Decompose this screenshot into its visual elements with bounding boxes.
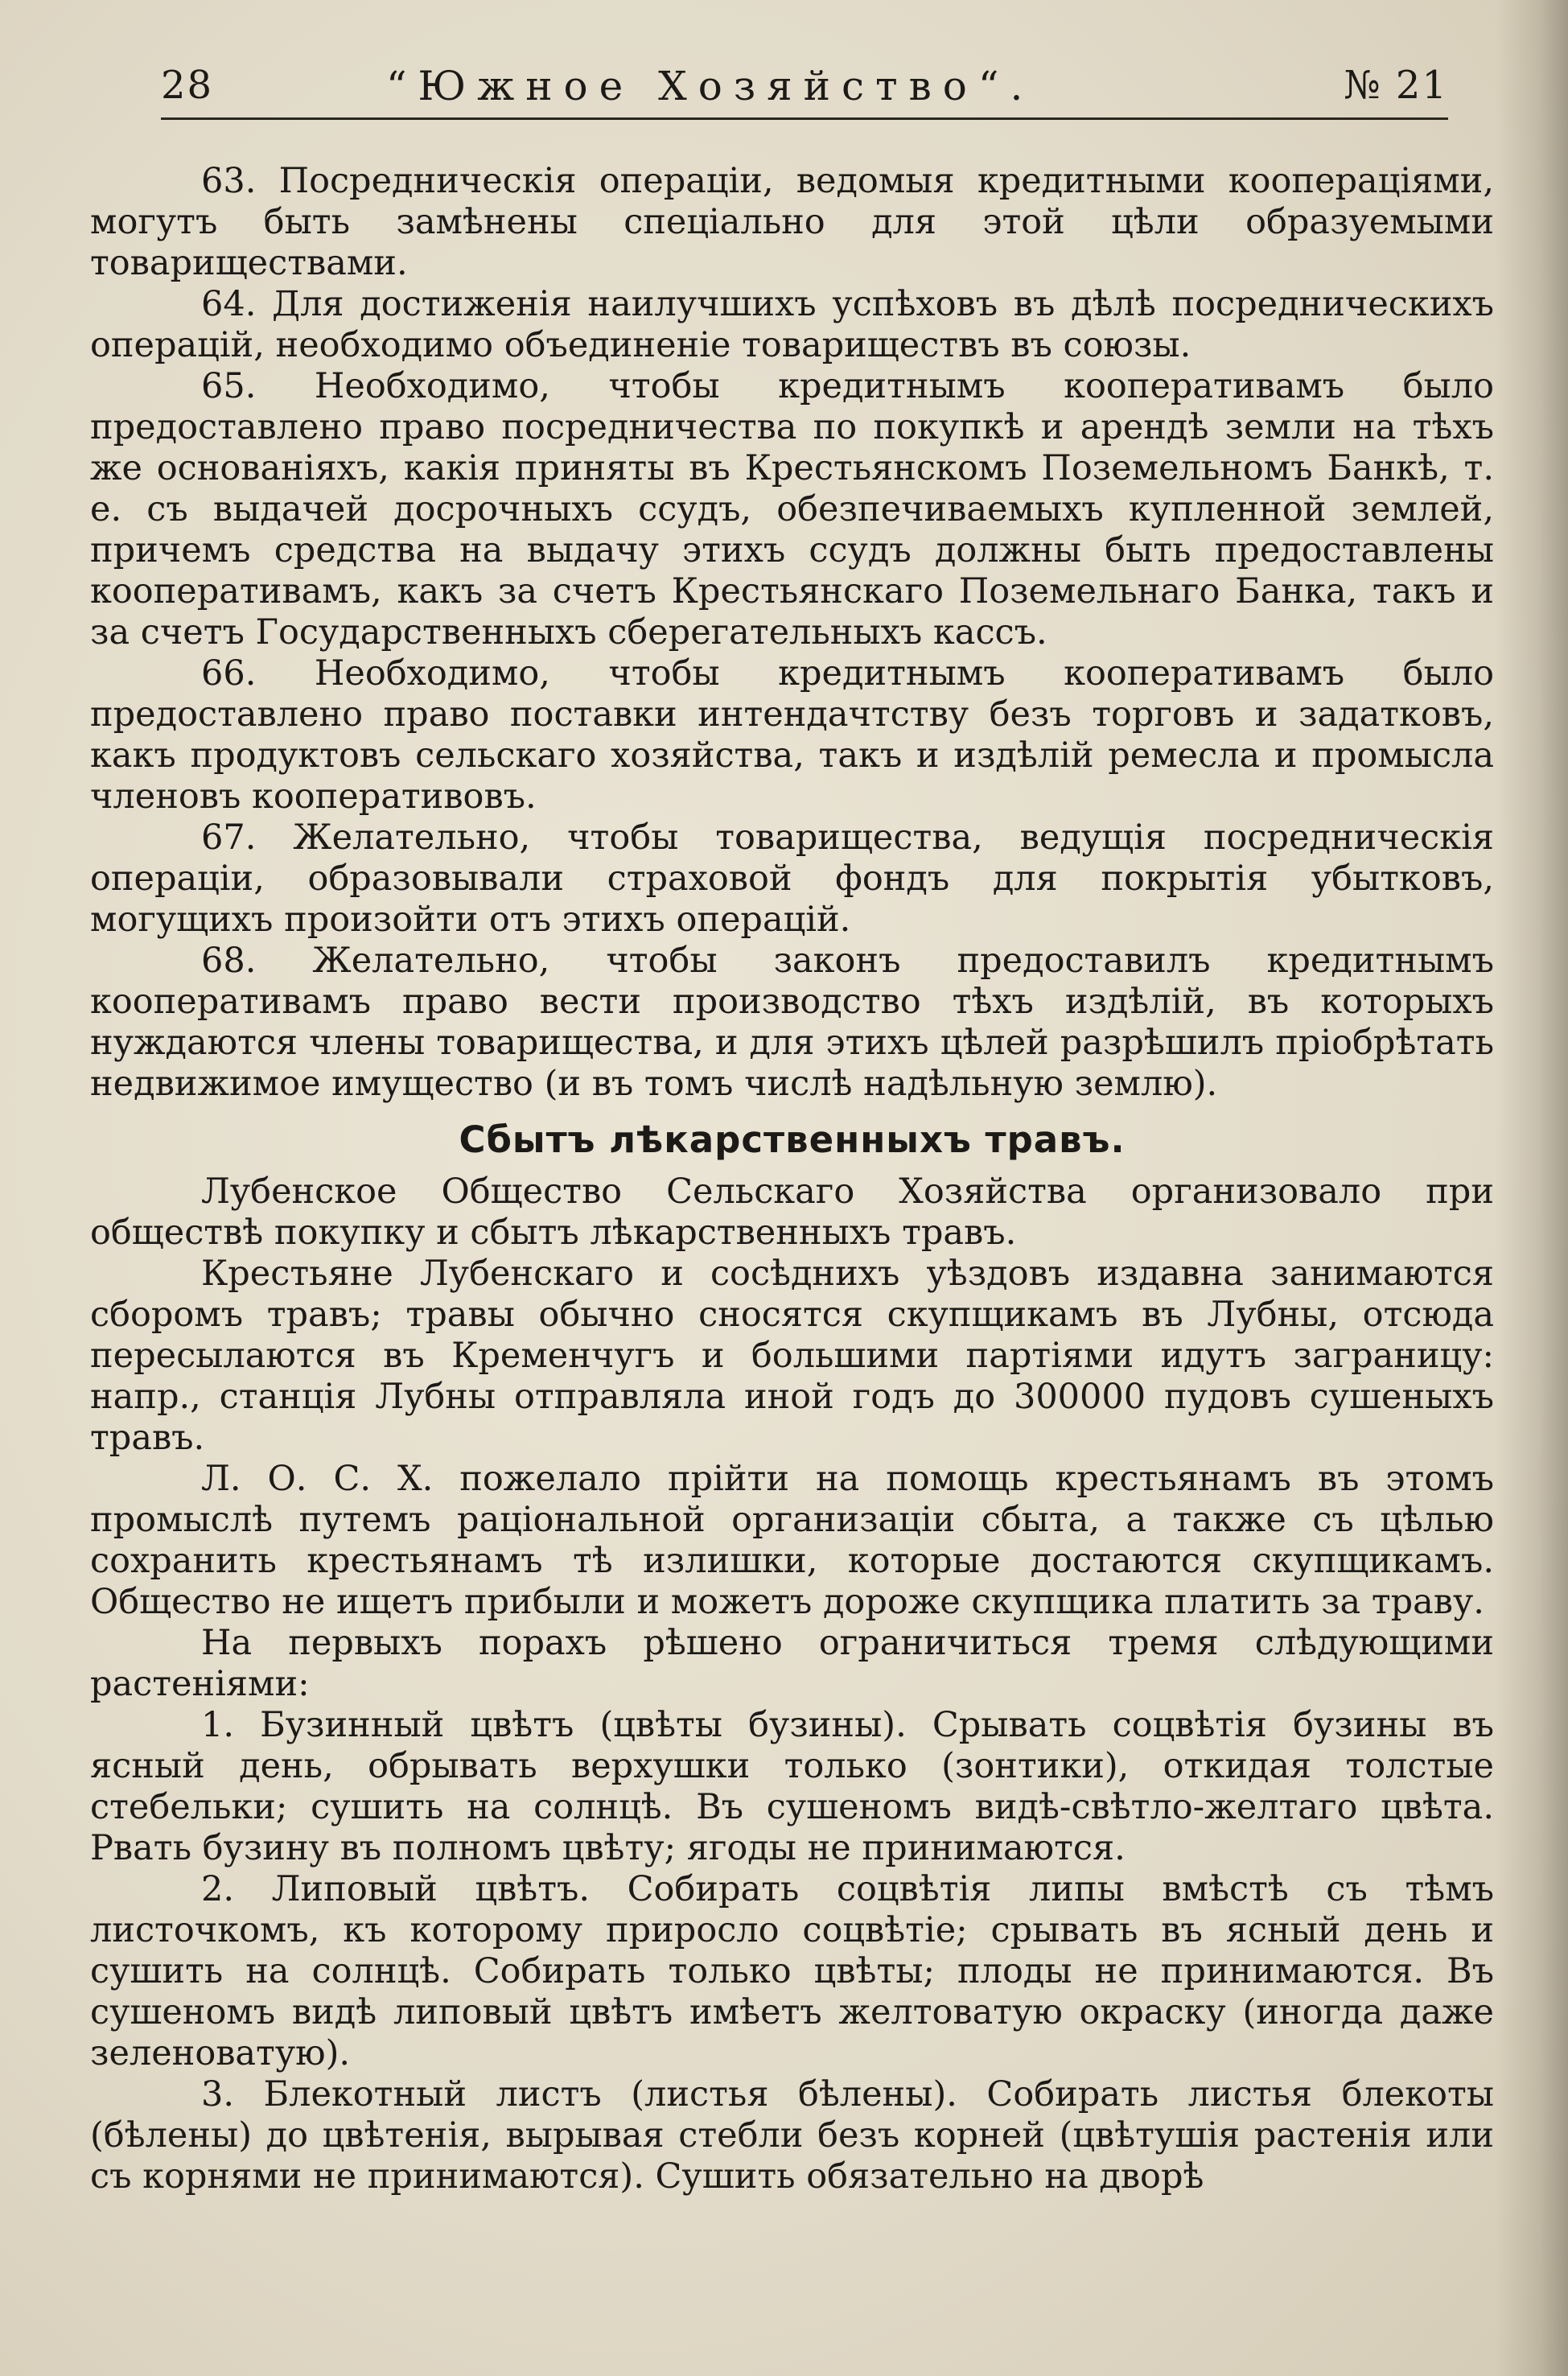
section-paragraph-1: Лубенское Общество Сельскаго Хозяйства организовало при обществѣ покупку и сбытъ лѣкарственныхъ травъ. bbox=[90, 1172, 1494, 1253]
section-paragraph-3: Л. О. С. Х. пожелало прійти на помощь крестьянамъ въ этомъ промыслѣ путемъ раціональной организаціи сбыта, а также съ цѣлью сохранить крестьянамъ тѣ излишки, которые достаются скупщикамъ. Общество не ищетъ прибыли и можетъ дороже скупщика платить за траву. bbox=[90, 1459, 1494, 1622]
paragraph-66: 66. Необходимо, чтобы кредитнымъ кооперативамъ было предоставлено право поставки интендачтству безъ торговъ и задатковъ, какъ продуктовъ сельскаго хозяйства, такъ и издѣлій ремесла и промысла членовъ кооперативовъ. bbox=[90, 653, 1494, 817]
journal-title: “Южное Хозяйство“. bbox=[386, 63, 1035, 109]
plant-item-1: 1. Бузинный цвѣтъ (цвѣты бузины). Срывать соцвѣтія бузины въ ясный день, обрывать верхушки только (зонтики), откидая толстые стебельки; сушить на солнцѣ. Въ сушеномъ видѣ-свѣтло-желтаго цвѣта. Рвать бузину въ полномъ цвѣту; ягоды не принимаются. bbox=[90, 1705, 1494, 1868]
running-header bbox=[161, 63, 1448, 119]
section-heading: Сбытъ лѣкарственныхъ травъ. bbox=[459, 1118, 1126, 1161]
plant-item-2: 2. Липовый цвѣтъ. Собирать соцвѣтія липы вмѣстѣ съ тѣмъ листочкомъ, къ которому приросло соцвѣтіе; срывать въ ясный день и сушить на солнцѣ. Собирать только цвѣты; плоды не принимаются. Въ сушеномъ видѣ липовый цвѣтъ имѣетъ желтоватую окраску (иногда даже зеленоватую). bbox=[90, 1869, 1494, 2073]
paragraph-63: 63. Посредническія операціи, ведомыя кредитными коопераціями, могутъ быть замѣнены спеціально для этой цѣли образуемыми товариществами. bbox=[90, 161, 1494, 283]
plant-item-3: 3. Блекотный листъ (листья бѣлены). Собирать листья блекоты (бѣлены) до цвѣтенія, вырывая стебли безъ корней (цвѣтушія растенія или съ корнями не принимаются). Сушить обязательно на дворѣ bbox=[90, 2074, 1494, 2197]
page-edge-shadow bbox=[1496, 0, 1568, 2376]
issue-number: № 21 bbox=[1344, 63, 1448, 108]
section-paragraph-2: Крестьяне Лубенскаго и сосѣднихъ уѣздовъ издавна занимаются сборомъ травъ; травы обычно сносятся скупщикамъ въ Лубны, отсюда пересылаются въ Кременчугъ и большими партіями идутъ заграницу: напр., станція Лубны отправляла иной годъ до 300000 пудовъ сушеныхъ травъ. bbox=[90, 1254, 1494, 1458]
paragraph-67: 67. Желательно, чтобы товарищества, ведущія посредническія операціи, образовывали страховой фондъ для покрытія убытковъ, могущихъ произойти отъ этихъ операцій. bbox=[90, 817, 1494, 940]
section-paragraph-4: На первыхъ порахъ рѣшено ограничиться тремя слѣдующими растеніями: bbox=[90, 1623, 1494, 1704]
article-body bbox=[90, 161, 1494, 2197]
page-number: 28 bbox=[161, 63, 214, 108]
paragraph-65: 65. Необходимо, чтобы кредитнымъ кооперативамъ было предоставлено право посредничества по покупкѣ и арендѣ земли на тѣхъ же основаніяхъ, какія приняты въ Крестьянскомъ Поземельномъ Банкѣ, т. е. съ выдачей досрочныхъ ссудъ, обезпечиваемыхъ купленной землей, причемъ средства на выдачу этихъ ссудъ должны быть предоставлены кооперативамъ, какъ за счетъ Крестьянскаго Поземельнаго Банка, такъ и за счетъ Государственныхъ сберегательныхъ кассъ. bbox=[90, 366, 1494, 653]
paragraph-68: 68. Желательно, чтобы законъ предоставилъ кредитнымъ кооперативамъ право вести производство тѣхъ издѣлій, въ которыхъ нуждаются члены товарищества, и для этихъ цѣлей разрѣшилъ пріобрѣтать недвижимое имущество (и въ томъ числѣ надѣльную землю). bbox=[90, 941, 1494, 1104]
paragraph-64: 64. Для достиженія наилучшихъ успѣховъ въ дѣлѣ посредническихъ операцій, необходимо объединеніе товариществъ въ союзы. bbox=[90, 284, 1494, 365]
header-rule bbox=[161, 117, 1448, 120]
